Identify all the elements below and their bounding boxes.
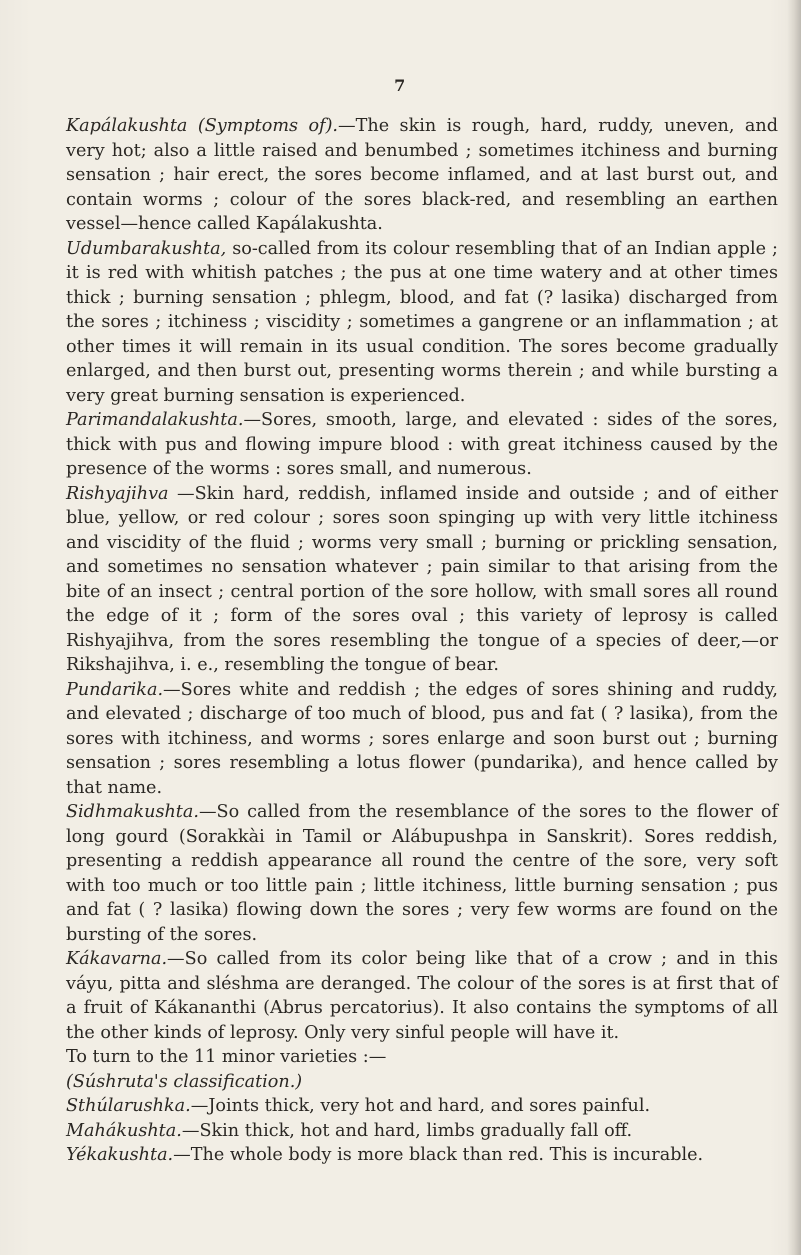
classification-note: (Súshruta's classification.) xyxy=(66,1071,303,1092)
entry-text: —So called from the resemblance of the sores to the flower of long gourd (Sorakkài in Tamil or Alábupushpa in Sanskrit). Sores reddish, presenting a reddish appearance all round the centre of the sore, very soft with too much or too little pain ; little itchiness, little burning sensation ; pus and fat ( ? lasika) flowing down the sores ; very few worms are found on the bursting of the sores. xyxy=(66,802,778,945)
entry-kakavarna xyxy=(66,947,778,1045)
entry-pundarika xyxy=(66,678,778,801)
entry-text: —Skin thick, hot and hard, limbs gradually fall off. xyxy=(181,1120,633,1141)
entry-kapalakushta xyxy=(66,114,778,237)
entry-heading: Pundarika. xyxy=(66,679,164,700)
entry-sidhmakushta xyxy=(66,800,778,947)
entry-heading: Parimandalakushta. xyxy=(66,410,244,430)
page-binding-shadow xyxy=(787,0,801,1255)
entry-heading: Sthúlarushka. xyxy=(66,1096,191,1116)
entry-heading: Rishyajihva xyxy=(66,483,169,504)
entry-text: —Skin hard, reddish, inflamed inside and outside ; and of either blue, yellow, or red colour ; sores soon spinging up with very little itchiness and viscidity of the fluid ; worms very small ; burning or prickling sensation, and sometimes no sensation whatever ; pain similar to that arising from the bite of an insect ; central portion of the sore hollow, with small sores all round the edge of it ; form of the sores oval ; this variety of leprosy is called Rishyajihva, from the sores resembling the tongue of a species of deer,—or Rikshajihva, i. e., resembling the tongue of bear. xyxy=(66,483,778,675)
entry-parimandalakushta xyxy=(66,408,778,482)
minor-varieties-intro: To turn to the 11 minor varieties :— xyxy=(66,1047,387,1067)
entry-text: —Sores, smooth, large, and elevated : sides of the sores, thick with pus and flowing impure blood : with great itchiness caused by the presence of the worms : sores small, and numerous. xyxy=(66,410,778,479)
entry-text: —Sores white and reddish ; the edges of sores shining and ruddy, and elevated ; discharge of too much of blood, pus and fat ( ? lasika), from the sores with itchiness, and worms ; sores enlarge and soon burst out ; burning sensation ; sores resembling a lotus flower (pundarika), and hence called by that name. xyxy=(66,679,778,798)
entry-mahakushta xyxy=(66,1119,778,1144)
entry-sthularushka xyxy=(66,1094,778,1119)
entry-heading: Udumbarakushta, xyxy=(66,238,227,259)
entry-text: —The whole body is more black than red. This is incurable. xyxy=(173,1145,704,1165)
entry-text: —Joints thick, very hot and hard, and sores painful. xyxy=(190,1096,651,1116)
entry-heading: Kapálakushta (Symptoms of). xyxy=(66,116,339,136)
entry-text: —So called from its color being like that of a crow ; and in this váyu, pitta and sléshma are deranged. The colour of the sores is at first that of a fruit of Kákananthi (Abrus percatorius). It also contains the symptoms of all the other kinds of leprosy. Only very sinful people will have it. xyxy=(66,949,778,1043)
entry-yekakushta xyxy=(66,1143,778,1168)
page-number: 7 xyxy=(394,76,406,95)
entry-udumbarakushta xyxy=(66,237,778,409)
entry-text: —The skin is rough, hard, ruddy, uneven, and very hot; also a little raised and benumbed ; sometimes itchiness and burning sensation ; hair erect, the sores become inflamed, and at last burst out, and contain worms ; colour of the sores black-red, and resembling an earthen vessel—hence called Kapálakushta. xyxy=(66,116,778,234)
entry-rishyajihva xyxy=(66,482,778,678)
entry-text: so-called from its colour resembling that of an Indian apple ; it is red with whitish patches ; the pus at one time watery and at other times thick ; burning sensation ; phlegm, blood, and fat (? lasika) discharged from the sores ; itchiness ; viscidity ; sometimes a gangrene or an inflammation ; at other times it will remain in its usual condition. The sores become gradually enlarged, and then burst out, presenting worms therein ; and while bursting a very great burning sensation is experienced. xyxy=(66,238,778,406)
entry-heading: Yékakushta. xyxy=(66,1145,174,1165)
entry-heading: Mahákushta. xyxy=(66,1120,182,1141)
entry-heading: Sidhmakushta. xyxy=(66,802,199,822)
entry-heading: Kákavarna. xyxy=(66,949,168,969)
page-body-text xyxy=(66,114,778,1168)
